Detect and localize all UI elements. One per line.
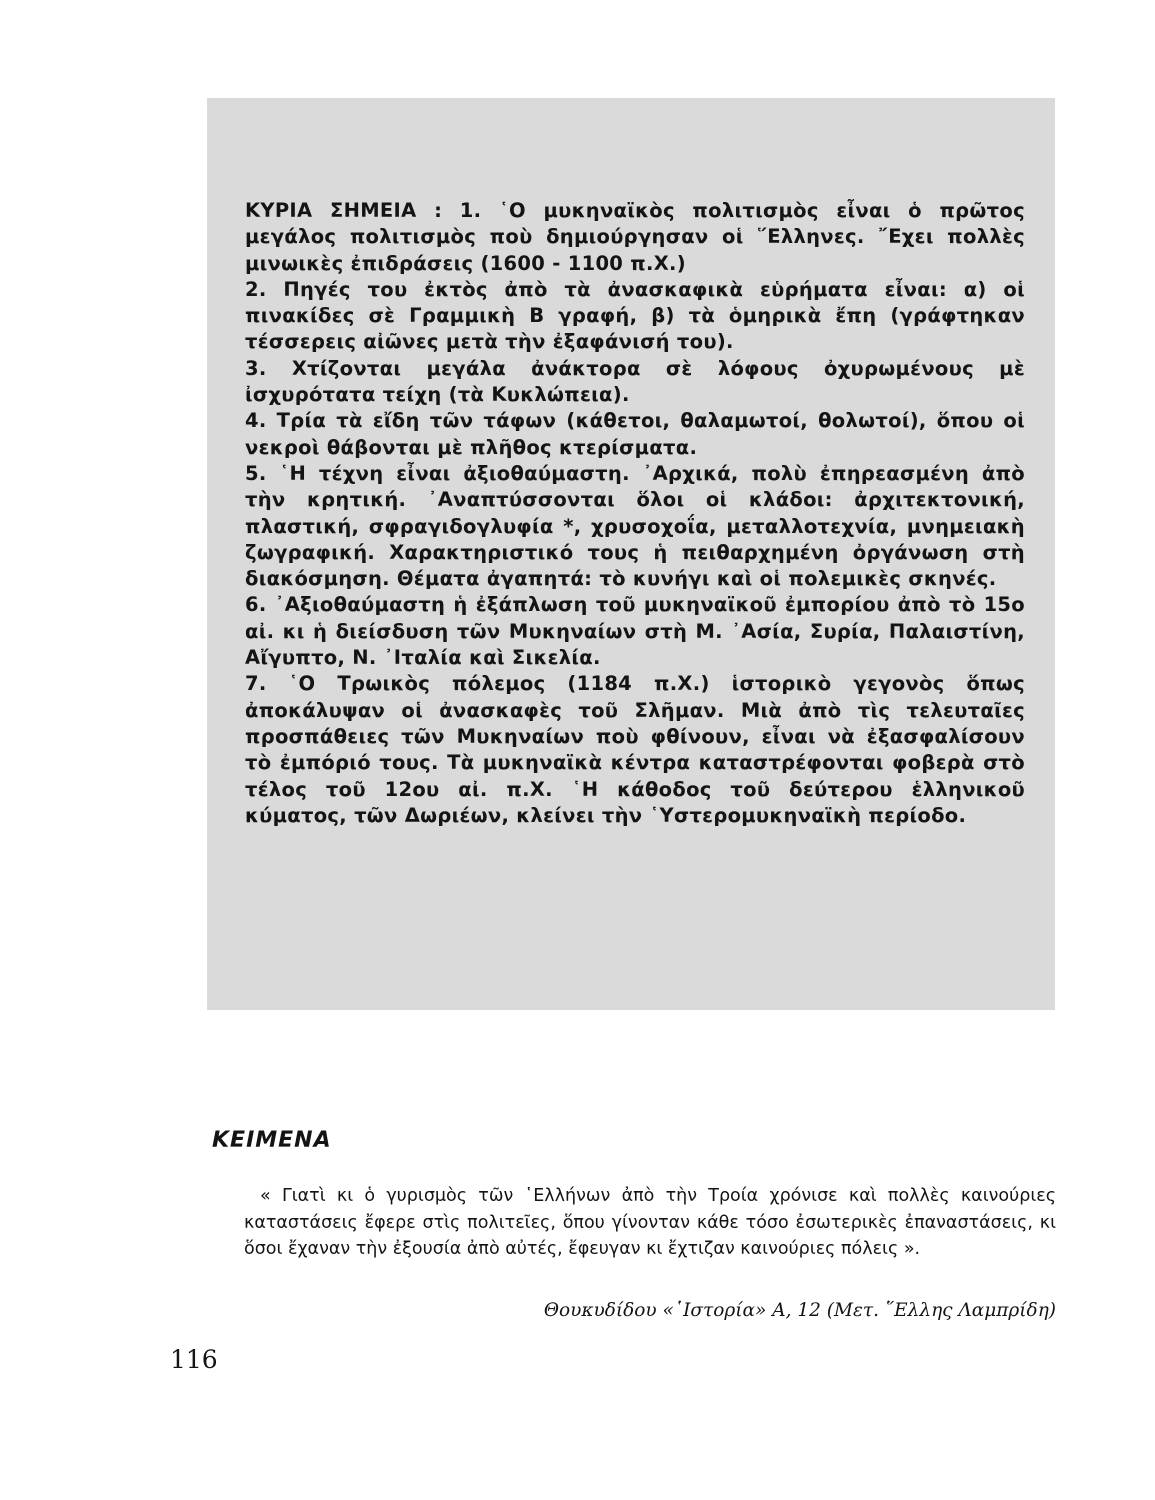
page-number: 116: [170, 1345, 218, 1374]
key-point-1: [245, 198, 1025, 277]
key-point-4: 4. Τρία τὰ εἴδη τῶν τάφων (κάθετοι, θαλαμωτοί, θολωτοί), ὅπου οἱ νεκροὶ θάβονται μὲ πλῆθος κτερίσματα.: [245, 409, 1025, 459]
key-point-5: 5. ῾Η τέχνη εἶναι ἀξιοθαύμαστη. ᾿Αρχικά, πολὺ ἐπηρεασμένη ἀπὸ τὴν κρητική. ᾿Αναπτύσσονται ὅλοι οἱ κλάδοι: ἀρχιτεκτονική, πλαστική, σφραγιδογλυφία *, χρυσοχοΐα, μεταλλοτεχνία, μνημειακὴ ζωγραφική. Χαρακτηριστικό τους ἡ πειθαρχημένη ὀργάνωση στὴ διακόσμηση. Θέματα ἀγαπητά: τὸ κυνήγι καὶ οἱ πολεμικὲς σκηνές.: [245, 461, 1025, 591]
quote-citation: Θουκυδίδου «῾Ιστορία» Α, 12 (Μετ. ῞Ελλης Λαμπρίδη): [543, 1300, 1056, 1321]
key-point-1-text: : 1. ῾Ο μυκηναϊκὸς πολιτισμὸς εἶναι ὁ πρῶτος μεγάλος πολιτισμὸς ποὺ δημιούργησαν οἱ ῞Ελληνες. ῎Εχει πολλὲς μινωικὲς ἐπιδράσεις (1600 - 1100 π.Χ.): [245, 199, 1025, 275]
key-points-list: [245, 198, 1025, 829]
key-point-2: 2. Πηγές του ἐκτὸς ἀπὸ τὰ ἀνασκαφικὰ εὑρήματα εἶναι: α) οἱ πινακίδες σὲ Γραμμικὴ Β γραφή, β) τὰ ὁμηρικὰ ἔπη (γράφτηκαν τέσσερεις αἰῶνες μετὰ τὴν ἐξαφάνισή του).: [245, 277, 1025, 354]
key-points-box: [207, 98, 1055, 1010]
key-point-6: 6. ᾿Αξιοθαύμαστη ἡ ἐξάπλωση τοῦ μυκηναϊκοῦ ἐμπορίου ἀπὸ τὸ 15ο αἰ. κι ἡ διείσδυση τῶν Μυκηναίων στὴ Μ. ᾿Ασία, Συρία, Παλαιστίνη, Αἴγυπτο, Ν. ᾿Ιταλία καὶ Σικελία.: [245, 593, 1025, 670]
texts-heading: ΚΕΙΜΕΝΑ: [212, 1128, 332, 1153]
key-point-3: 3. Χτίζονται μεγάλα ἀνάκτορα σὲ λόφους ὀχυρωμένους μὲ ἰσχυρότατα τείχη (τὰ Κυκλώπεια).: [245, 356, 1025, 407]
key-points-label: ΚΥΡΙΑ ΣΗΜΕΙΑ: [245, 199, 417, 222]
key-point-7: 7. ῾Ο Τρωικὸς πόλεμος (1184 π.Χ.) ἱστορικὸ γεγονὸς ὅπως ἀποκάλυψαν οἱ ἀνασκαφὲς τοῦ Σλῆμαν. Μιὰ ἀπὸ τὶς τελευταῖες προσπάθειες τῶν Μυκηναίων ποὺ φθίνουν, εἶναι νὰ ἐξασφαλίσουν τὸ ἐμπόριό τους. Τὰ μυκηναϊκὰ κέντρα καταστρέφονται φοβερὰ στὸ τέλος τοῦ 12ου αἰ. π.Χ. ῾Η κάθοδος τοῦ δεύτερου ἑλληνικοῦ κύματος, τῶν Δωριέων, κλείνει τὴν ῾Υστερομυκηναϊκὴ περίοδο.: [245, 672, 1025, 827]
thucydides-quote: « Γιατὶ κι ὁ γυρισμὸς τῶν ῾Ελλήνων ἀπὸ τὴν Τροία χρόνισε καὶ πολλὲς καινούριες καταστάσεις ἔφερε στὶς πολιτεῖες, ὅπου γίνονταν κάθε τόσο ἐσωτερικὲς ἐπαναστάσεις, κι ὅσοι ἔχαναν τὴν ἐξουσία ἀπὸ αὐτές, ἔφευγαν κι ἔχτιζαν καινούριες πόλεις ».: [244, 1186, 1056, 1259]
